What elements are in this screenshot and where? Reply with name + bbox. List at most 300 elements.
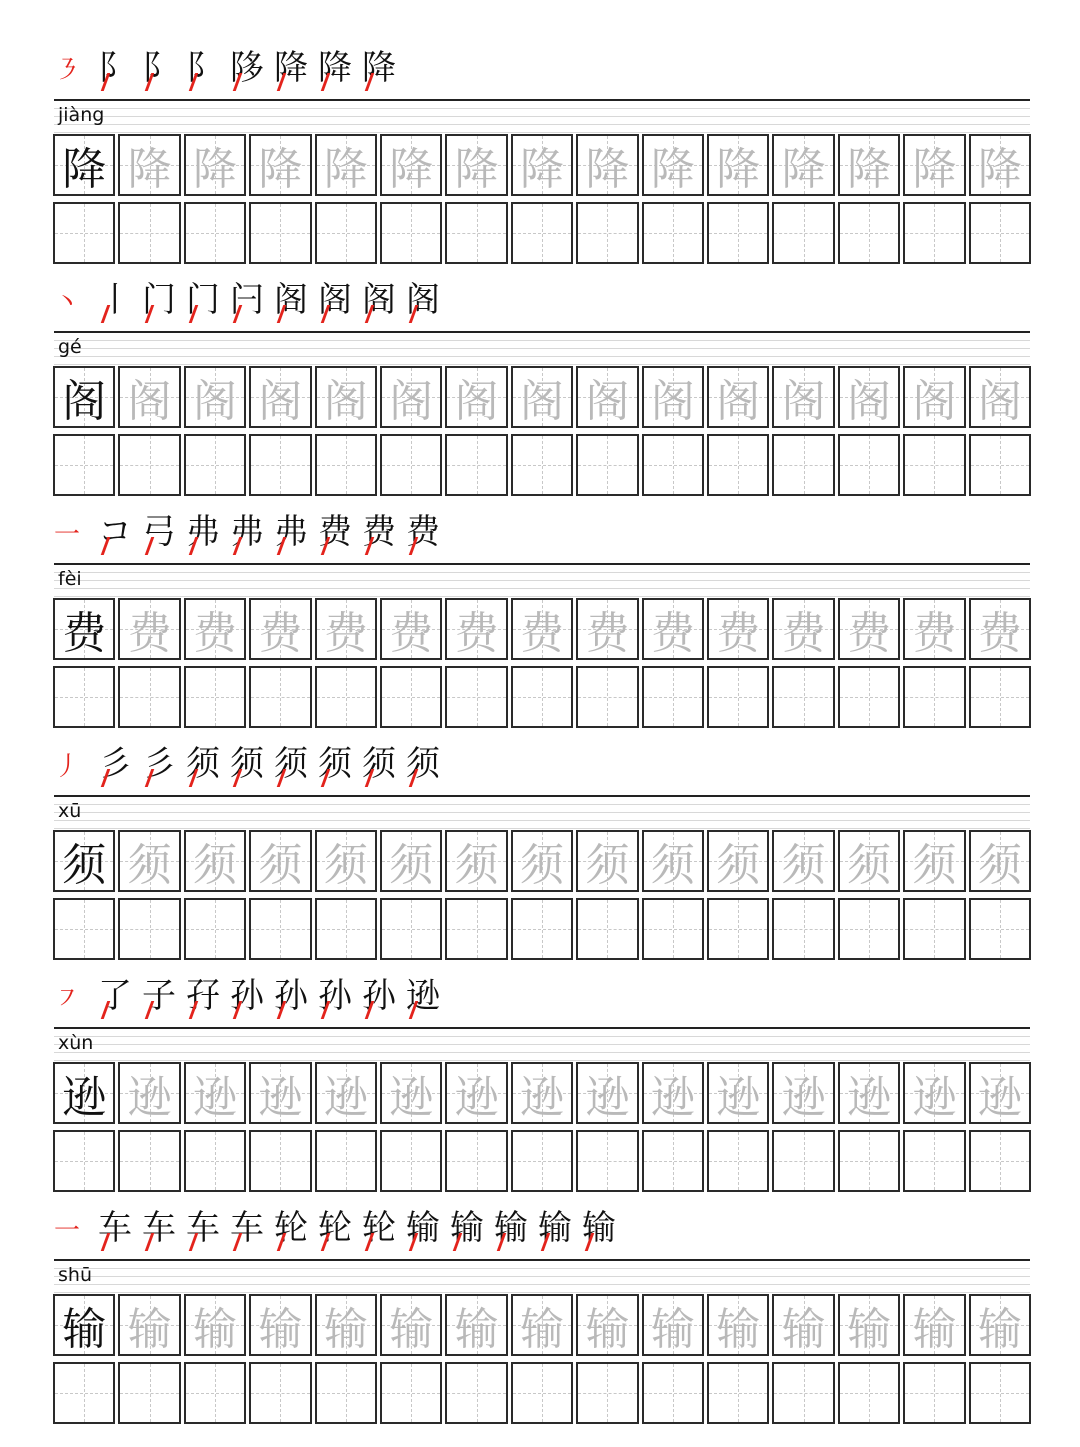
- model-character: 逊: [62, 1072, 107, 1123]
- stroke-step: [450, 1208, 494, 1255]
- trace-character-cell[interactable]: [642, 830, 704, 892]
- trace-character-cell[interactable]: [511, 830, 573, 892]
- stroke-step: [142, 280, 186, 327]
- trace-character: 费: [389, 608, 434, 659]
- trace-character-cell[interactable]: [838, 1294, 900, 1356]
- stroke-glyph: 了: [98, 976, 132, 1016]
- stroke-step: [186, 1208, 230, 1255]
- stroke-step: [274, 744, 318, 791]
- blank-practice-cell[interactable]: [315, 1362, 377, 1424]
- trace-character: 逊: [912, 1072, 957, 1123]
- stroke-step: [274, 976, 318, 1023]
- stroke-glyph: 孖: [186, 976, 220, 1016]
- trace-character-cell[interactable]: [838, 134, 900, 196]
- trace-character: 须: [258, 840, 303, 891]
- stroke-glyph: 降: [274, 48, 308, 88]
- trace-character: 阁: [127, 376, 172, 427]
- trace-character: 须: [716, 840, 761, 891]
- trace-character-cell[interactable]: [380, 830, 442, 892]
- stroke-glyph: 阝: [98, 48, 132, 88]
- trace-character-cell[interactable]: [903, 1294, 965, 1356]
- trace-character: 逊: [716, 1072, 761, 1123]
- trace-character: 输: [716, 1304, 761, 1355]
- trace-character: 降: [650, 144, 695, 195]
- trace-character-cell[interactable]: [969, 1062, 1031, 1124]
- stroke-glyph: 孙: [362, 976, 396, 1016]
- stroke-glyph: 阁: [274, 280, 308, 320]
- trace-character: 降: [781, 144, 826, 195]
- model-character-cell: [53, 598, 115, 660]
- trace-character-cell[interactable]: [576, 1294, 638, 1356]
- trace-character: 费: [912, 608, 957, 659]
- blank-practice-cell[interactable]: [249, 1362, 311, 1424]
- practice-block: [0, 1160, 1080, 1392]
- trace-character-cell[interactable]: [969, 830, 1031, 892]
- trace-character-cell[interactable]: [445, 1294, 507, 1356]
- stroke-glyph: 输: [494, 1208, 528, 1248]
- trace-character-cell[interactable]: [118, 598, 180, 660]
- stroke-step: [186, 512, 230, 559]
- stroke-step: [54, 515, 98, 559]
- stroke-step: [362, 512, 406, 559]
- stroke-order-row: [54, 971, 1034, 1023]
- trace-character: 输: [389, 1304, 434, 1355]
- stroke-step: [274, 512, 318, 559]
- trace-character: 输: [323, 1304, 368, 1355]
- trace-character: 须: [585, 840, 630, 891]
- stroke-glyph: 轮: [318, 1208, 352, 1248]
- trace-character: 须: [977, 840, 1022, 891]
- trace-character-cell[interactable]: [642, 1294, 704, 1356]
- trace-character-cell[interactable]: [838, 366, 900, 428]
- practice-block: [0, 928, 1080, 1160]
- trace-character: 逊: [127, 1072, 172, 1123]
- pinyin-label: xùn: [58, 1032, 94, 1054]
- stroke-glyph: 弗: [186, 512, 220, 552]
- model-character: 须: [62, 840, 107, 891]
- trace-character-cell[interactable]: [118, 830, 180, 892]
- stroke-glyph: 须: [318, 744, 352, 784]
- blank-practice-cell[interactable]: [707, 1362, 769, 1424]
- pinyin-label: jiàng: [58, 104, 105, 126]
- trace-character: 费: [258, 608, 303, 659]
- trace-character: 须: [847, 840, 892, 891]
- trace-character: 阁: [585, 376, 630, 427]
- stroke-step: [362, 1208, 406, 1255]
- trace-character: 费: [323, 608, 368, 659]
- stroke-step: [98, 1208, 142, 1255]
- blank-practice-cell[interactable]: [969, 1362, 1031, 1424]
- stroke-glyph: 丨: [98, 280, 132, 320]
- trace-character: 费: [781, 608, 826, 659]
- blank-practice-cell[interactable]: [184, 1362, 246, 1424]
- stroke-step: [274, 280, 318, 327]
- trace-character: 阁: [258, 376, 303, 427]
- trace-character: 费: [520, 608, 565, 659]
- trace-character: 降: [454, 144, 499, 195]
- trace-character: 须: [781, 840, 826, 891]
- stroke-step: [186, 48, 230, 95]
- pinyin-label: xū: [58, 800, 82, 822]
- stroke-step: [142, 744, 186, 791]
- trace-character: 阁: [847, 376, 892, 427]
- stroke-order-row: [54, 739, 1034, 791]
- blank-practice-cell[interactable]: [53, 1362, 115, 1424]
- trace-character: 逊: [650, 1072, 695, 1123]
- stroke-glyph: 阝: [142, 48, 176, 88]
- trace-character: 输: [585, 1304, 630, 1355]
- trace-character: 降: [323, 144, 368, 195]
- trace-row: [53, 1062, 1033, 1126]
- trace-character-cell[interactable]: [445, 598, 507, 660]
- trace-character: 降: [520, 144, 565, 195]
- practice-block: [0, 464, 1080, 696]
- blank-practice-cell[interactable]: [576, 1362, 638, 1424]
- stroke-step: [54, 283, 98, 327]
- trace-character-cell[interactable]: [707, 830, 769, 892]
- stroke-glyph: 孙: [318, 976, 352, 1016]
- trace-character-cell[interactable]: [772, 598, 834, 660]
- model-character: 输: [62, 1304, 107, 1355]
- trace-character: 须: [323, 840, 368, 891]
- trace-character-cell[interactable]: [380, 134, 442, 196]
- trace-character-cell[interactable]: [576, 134, 638, 196]
- trace-character: 逊: [520, 1072, 565, 1123]
- trace-character: 须: [127, 840, 172, 891]
- stroke-step: [274, 1208, 318, 1255]
- trace-character: 须: [454, 840, 499, 891]
- stroke-glyph: 孙: [230, 976, 264, 1016]
- model-character-cell: [53, 1062, 115, 1124]
- stroke-glyph: 车: [186, 1208, 220, 1248]
- trace-character: 输: [258, 1304, 303, 1355]
- trace-row: [53, 1294, 1033, 1358]
- stroke-step: [186, 744, 230, 791]
- blank-practice-cell[interactable]: [118, 1362, 180, 1424]
- trace-character-cell[interactable]: [249, 1294, 311, 1356]
- pinyin-band: [54, 331, 1030, 365]
- trace-character-cell[interactable]: [772, 366, 834, 428]
- trace-character: 逊: [585, 1072, 630, 1123]
- trace-character-cell[interactable]: [903, 598, 965, 660]
- trace-character-cell[interactable]: [772, 1062, 834, 1124]
- blank-practice-cell[interactable]: [511, 1362, 573, 1424]
- trace-character-cell[interactable]: [642, 598, 704, 660]
- trace-character-cell[interactable]: [184, 1062, 246, 1124]
- trace-character: 输: [454, 1304, 499, 1355]
- stroke-glyph: 陊: [230, 48, 264, 88]
- trace-character: 输: [781, 1304, 826, 1355]
- trace-character-cell[interactable]: [249, 598, 311, 660]
- stroke-step: [362, 976, 406, 1023]
- stroke-step: [142, 1208, 186, 1255]
- trace-character-cell[interactable]: [445, 830, 507, 892]
- trace-character-cell[interactable]: [445, 1062, 507, 1124]
- trace-character-cell[interactable]: [380, 598, 442, 660]
- trace-character-cell[interactable]: [772, 830, 834, 892]
- trace-character: 降: [716, 144, 761, 195]
- trace-character-cell[interactable]: [380, 1062, 442, 1124]
- pinyin-label: shū: [58, 1264, 92, 1286]
- trace-character-cell[interactable]: [576, 1062, 638, 1124]
- stroke-step: [318, 1208, 362, 1255]
- trace-character: 降: [389, 144, 434, 195]
- trace-character-cell[interactable]: [315, 366, 377, 428]
- trace-character: 费: [716, 608, 761, 659]
- trace-character: 逊: [781, 1072, 826, 1123]
- trace-character: 费: [585, 608, 630, 659]
- trace-row: [53, 830, 1033, 894]
- trace-character-cell[interactable]: [969, 598, 1031, 660]
- trace-character-cell[interactable]: [511, 1294, 573, 1356]
- trace-character-cell[interactable]: [707, 366, 769, 428]
- stroke-step: [318, 744, 362, 791]
- trace-character-cell[interactable]: [511, 134, 573, 196]
- trace-character-cell[interactable]: [642, 134, 704, 196]
- trace-character-cell[interactable]: [707, 1062, 769, 1124]
- stroke-step: [318, 48, 362, 95]
- stroke-step: [318, 280, 362, 327]
- stroke-glyph: 丶: [54, 288, 81, 318]
- trace-character: 降: [258, 144, 303, 195]
- trace-character: 逊: [977, 1072, 1022, 1123]
- trace-character-cell[interactable]: [772, 1294, 834, 1356]
- stroke-glyph: 丿: [54, 752, 81, 782]
- pinyin-label: gé: [58, 336, 82, 358]
- blank-practice-cell[interactable]: [838, 1362, 900, 1424]
- blank-practice-cell[interactable]: [772, 1362, 834, 1424]
- stroke-glyph: 须: [362, 744, 396, 784]
- stroke-glyph: ㇇: [54, 984, 81, 1014]
- trace-character: 须: [912, 840, 957, 891]
- trace-character-cell[interactable]: [707, 1294, 769, 1356]
- trace-row: [53, 134, 1033, 198]
- trace-row: [53, 598, 1033, 662]
- trace-character-cell[interactable]: [184, 134, 246, 196]
- stroke-glyph: 车: [142, 1208, 176, 1248]
- trace-character: 费: [127, 608, 172, 659]
- trace-character-cell[interactable]: [838, 598, 900, 660]
- trace-character: 须: [520, 840, 565, 891]
- stroke-step: [406, 512, 450, 559]
- trace-character-cell[interactable]: [118, 134, 180, 196]
- trace-character-cell[interactable]: [445, 134, 507, 196]
- trace-character-cell[interactable]: [249, 1062, 311, 1124]
- trace-character: 阁: [977, 376, 1022, 427]
- trace-character: 阁: [716, 376, 761, 427]
- pinyin-band: [54, 99, 1030, 133]
- trace-character-cell[interactable]: [511, 1062, 573, 1124]
- stroke-glyph: 费: [406, 512, 440, 552]
- trace-character-cell[interactable]: [969, 366, 1031, 428]
- stroke-glyph: 轮: [274, 1208, 308, 1248]
- blank-practice-cell[interactable]: [903, 1362, 965, 1424]
- trace-character: 输: [650, 1304, 695, 1355]
- stroke-step: [362, 280, 406, 327]
- stroke-step: [230, 48, 274, 95]
- trace-character-cell[interactable]: [184, 598, 246, 660]
- trace-character-cell[interactable]: [838, 1062, 900, 1124]
- trace-character-cell[interactable]: [903, 134, 965, 196]
- trace-character-cell[interactable]: [315, 1062, 377, 1124]
- stroke-glyph: 费: [362, 512, 396, 552]
- trace-character-cell[interactable]: [642, 366, 704, 428]
- trace-character-cell[interactable]: [380, 1294, 442, 1356]
- trace-character: 降: [193, 144, 238, 195]
- trace-character: 须: [650, 840, 695, 891]
- stroke-glyph: 须: [186, 744, 220, 784]
- stroke-glyph: 车: [230, 1208, 264, 1248]
- trace-character-cell[interactable]: [576, 598, 638, 660]
- stroke-step: [54, 747, 98, 791]
- stroke-step: [98, 48, 142, 95]
- stroke-glyph: 阁: [406, 280, 440, 320]
- stroke-glyph: 费: [318, 512, 352, 552]
- trace-character-cell[interactable]: [315, 598, 377, 660]
- trace-character: 阁: [193, 376, 238, 427]
- stroke-glyph: コ: [98, 512, 132, 552]
- model-character-cell: [53, 134, 115, 196]
- stroke-step: [54, 51, 98, 95]
- pinyin-label: fèi: [58, 568, 82, 590]
- stroke-glyph: 彡: [98, 744, 132, 784]
- stroke-step: [230, 280, 274, 327]
- stroke-step: [406, 744, 450, 791]
- trace-character: 逊: [454, 1072, 499, 1123]
- stroke-glyph: 输: [450, 1208, 484, 1248]
- trace-character-cell[interactable]: [184, 830, 246, 892]
- practice-block: [0, 696, 1080, 928]
- trace-character-cell[interactable]: [118, 1062, 180, 1124]
- stroke-step: [98, 744, 142, 791]
- trace-character-cell[interactable]: [249, 366, 311, 428]
- trace-character-cell[interactable]: [707, 598, 769, 660]
- trace-character: 降: [847, 144, 892, 195]
- stroke-step: [538, 1208, 582, 1255]
- trace-character: 费: [454, 608, 499, 659]
- blank-practice-row: [53, 1362, 1033, 1426]
- trace-character: 输: [977, 1304, 1022, 1355]
- trace-character-cell[interactable]: [903, 1062, 965, 1124]
- pinyin-band: [54, 563, 1030, 597]
- stroke-step: [230, 976, 274, 1023]
- stroke-order-row: [54, 507, 1034, 559]
- trace-character-cell[interactable]: [642, 1062, 704, 1124]
- stroke-step: [318, 976, 362, 1023]
- trace-character: 阁: [650, 376, 695, 427]
- trace-character-cell[interactable]: [445, 366, 507, 428]
- model-character: 费: [62, 608, 107, 659]
- trace-character-cell[interactable]: [576, 830, 638, 892]
- stroke-order-row: [54, 43, 1034, 95]
- trace-character-cell[interactable]: [772, 134, 834, 196]
- stroke-step: [98, 976, 142, 1023]
- stroke-glyph: 逊: [406, 976, 440, 1016]
- stroke-glyph: 车: [98, 1208, 132, 1248]
- trace-character-cell[interactable]: [118, 1294, 180, 1356]
- trace-character-cell[interactable]: [903, 830, 965, 892]
- blank-practice-cell[interactable]: [445, 1362, 507, 1424]
- trace-character: 输: [912, 1304, 957, 1355]
- blank-practice-cell[interactable]: [642, 1362, 704, 1424]
- stroke-glyph: 弗: [274, 512, 308, 552]
- stroke-step: [98, 280, 142, 327]
- stroke-glyph: 须: [406, 744, 440, 784]
- stroke-step: [274, 48, 318, 95]
- trace-character-cell[interactable]: [511, 598, 573, 660]
- stroke-glyph: 孙: [274, 976, 308, 1016]
- trace-character-cell[interactable]: [184, 1294, 246, 1356]
- stroke-order-row: [54, 275, 1034, 327]
- trace-character-cell[interactable]: [576, 366, 638, 428]
- stroke-glyph: 输: [582, 1208, 616, 1248]
- trace-character-cell[interactable]: [903, 366, 965, 428]
- stroke-step: [142, 976, 186, 1023]
- stroke-glyph: 阝: [186, 48, 220, 88]
- trace-character-cell[interactable]: [511, 366, 573, 428]
- stroke-glyph: 须: [274, 744, 308, 784]
- stroke-step: [98, 512, 142, 559]
- trace-character: 费: [847, 608, 892, 659]
- stroke-glyph: 阁: [362, 280, 396, 320]
- stroke-glyph: 门: [142, 280, 176, 320]
- stroke-step: [362, 48, 406, 95]
- model-character-cell: [53, 1294, 115, 1356]
- trace-character-cell[interactable]: [315, 1294, 377, 1356]
- trace-character: 阁: [912, 376, 957, 427]
- trace-character-cell[interactable]: [838, 830, 900, 892]
- trace-character-cell[interactable]: [969, 1294, 1031, 1356]
- practice-block: [0, 232, 1080, 464]
- stroke-step: [582, 1208, 626, 1255]
- trace-character: 费: [650, 608, 695, 659]
- stroke-step: [186, 976, 230, 1023]
- stroke-step: [362, 744, 406, 791]
- stroke-glyph: 彡: [142, 744, 176, 784]
- trace-character-cell[interactable]: [118, 366, 180, 428]
- trace-row: [53, 366, 1033, 430]
- trace-character: 降: [977, 144, 1022, 195]
- stroke-step: [406, 976, 450, 1023]
- trace-character: 逊: [258, 1072, 303, 1123]
- trace-character: 须: [389, 840, 434, 891]
- stroke-order-row: [54, 1203, 1034, 1255]
- trace-character-cell[interactable]: [184, 366, 246, 428]
- practice-block: [0, 0, 1080, 232]
- stroke-step: [142, 48, 186, 95]
- trace-character-cell[interactable]: [315, 134, 377, 196]
- trace-character: 输: [127, 1304, 172, 1355]
- trace-character-cell[interactable]: [969, 134, 1031, 196]
- blank-practice-cell[interactable]: [380, 1362, 442, 1424]
- stroke-glyph: 一: [54, 520, 81, 550]
- trace-character-cell[interactable]: [249, 830, 311, 892]
- trace-character-cell[interactable]: [707, 134, 769, 196]
- trace-character-cell[interactable]: [249, 134, 311, 196]
- trace-character-cell[interactable]: [380, 366, 442, 428]
- trace-character: 费: [193, 608, 238, 659]
- trace-character: 阁: [520, 376, 565, 427]
- model-character: 阁: [62, 376, 107, 427]
- stroke-glyph: 轮: [362, 1208, 396, 1248]
- pinyin-band: [54, 1027, 1030, 1061]
- trace-character: 逊: [323, 1072, 368, 1123]
- stroke-glyph: 阁: [318, 280, 352, 320]
- trace-character-cell[interactable]: [315, 830, 377, 892]
- stroke-step: [54, 979, 98, 1023]
- trace-character: 降: [585, 144, 630, 195]
- trace-character: 输: [520, 1304, 565, 1355]
